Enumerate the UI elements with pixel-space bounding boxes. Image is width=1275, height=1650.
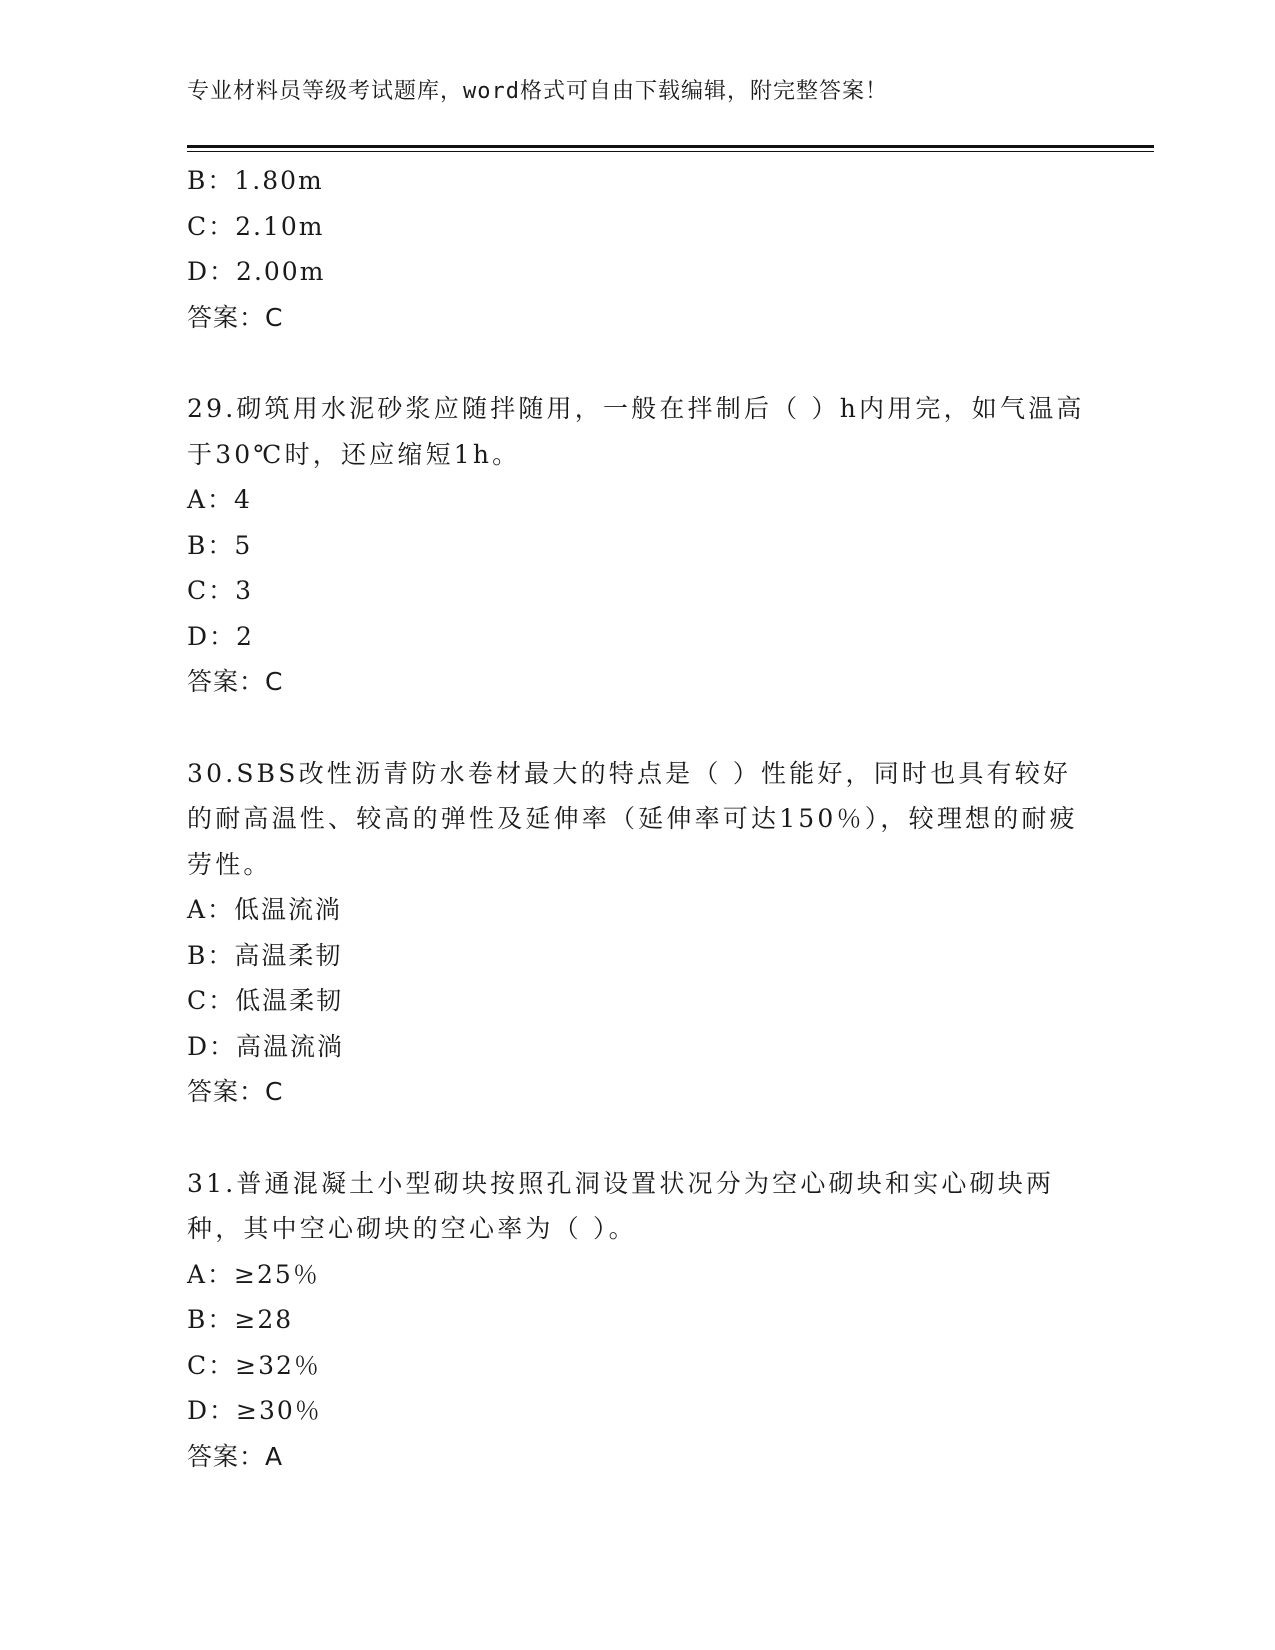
option-a: A：4 — [187, 485, 252, 514]
answer-line: 答案：C — [187, 667, 284, 696]
option-b: B：≥28 — [187, 1305, 294, 1334]
option-b: B：5 — [187, 530, 253, 560]
option-b: B：1.80m — [187, 166, 324, 195]
answer-line: 答案：C — [187, 302, 284, 332]
page-header: 专业材料员等级考试题库，word格式可自由下载编辑，附完整答案！ — [187, 79, 888, 104]
option-d: D：≥30％ — [187, 1396, 322, 1425]
option-a: A：≥25％ — [187, 1259, 320, 1289]
option-c: C：低温柔韧 — [187, 986, 344, 1015]
question-31 — [187, 1161, 1087, 1480]
question-30 — [187, 751, 1087, 1115]
answer-line: 答案：A — [187, 1441, 284, 1471]
question-28-continued — [187, 158, 1087, 340]
answer-line: 答案：C — [187, 1077, 284, 1106]
option-d: D：2.00m — [187, 257, 326, 286]
question-stem: 30.SBS改性沥青防水卷材最大的特点是（ ）性能好，同时也具有较好的耐高温性、较高的弹性及延伸率（延伸率可达150％），较理想的耐疲劳性。 — [187, 758, 1078, 879]
option-d: D：高温流淌 — [187, 1031, 345, 1061]
option-a: A：低温流淌 — [187, 895, 343, 924]
header-rule-thick — [187, 145, 1154, 148]
option-c: C：2.10m — [187, 211, 325, 241]
option-d: D：2 — [187, 621, 254, 651]
question-list — [187, 158, 1087, 1479]
question-stem: 31.普通混凝土小型砌块按照孔洞设置状况分为空心砌块和实心砌块两种，其中空心砌块的空心率为（ ）。 — [187, 1168, 1055, 1243]
option-c: C：3 — [187, 576, 254, 605]
header-rule-thin — [187, 151, 1154, 152]
question-29 — [187, 386, 1087, 705]
option-c: C：≥32％ — [187, 1350, 321, 1380]
question-stem: 29.砌筑用水泥砂浆应随拌随用，一般在拌制后（ ）h内用完，如气温高于30℃时，还应缩短1h。 — [187, 394, 1085, 469]
option-b: B：高温柔韧 — [187, 940, 343, 970]
